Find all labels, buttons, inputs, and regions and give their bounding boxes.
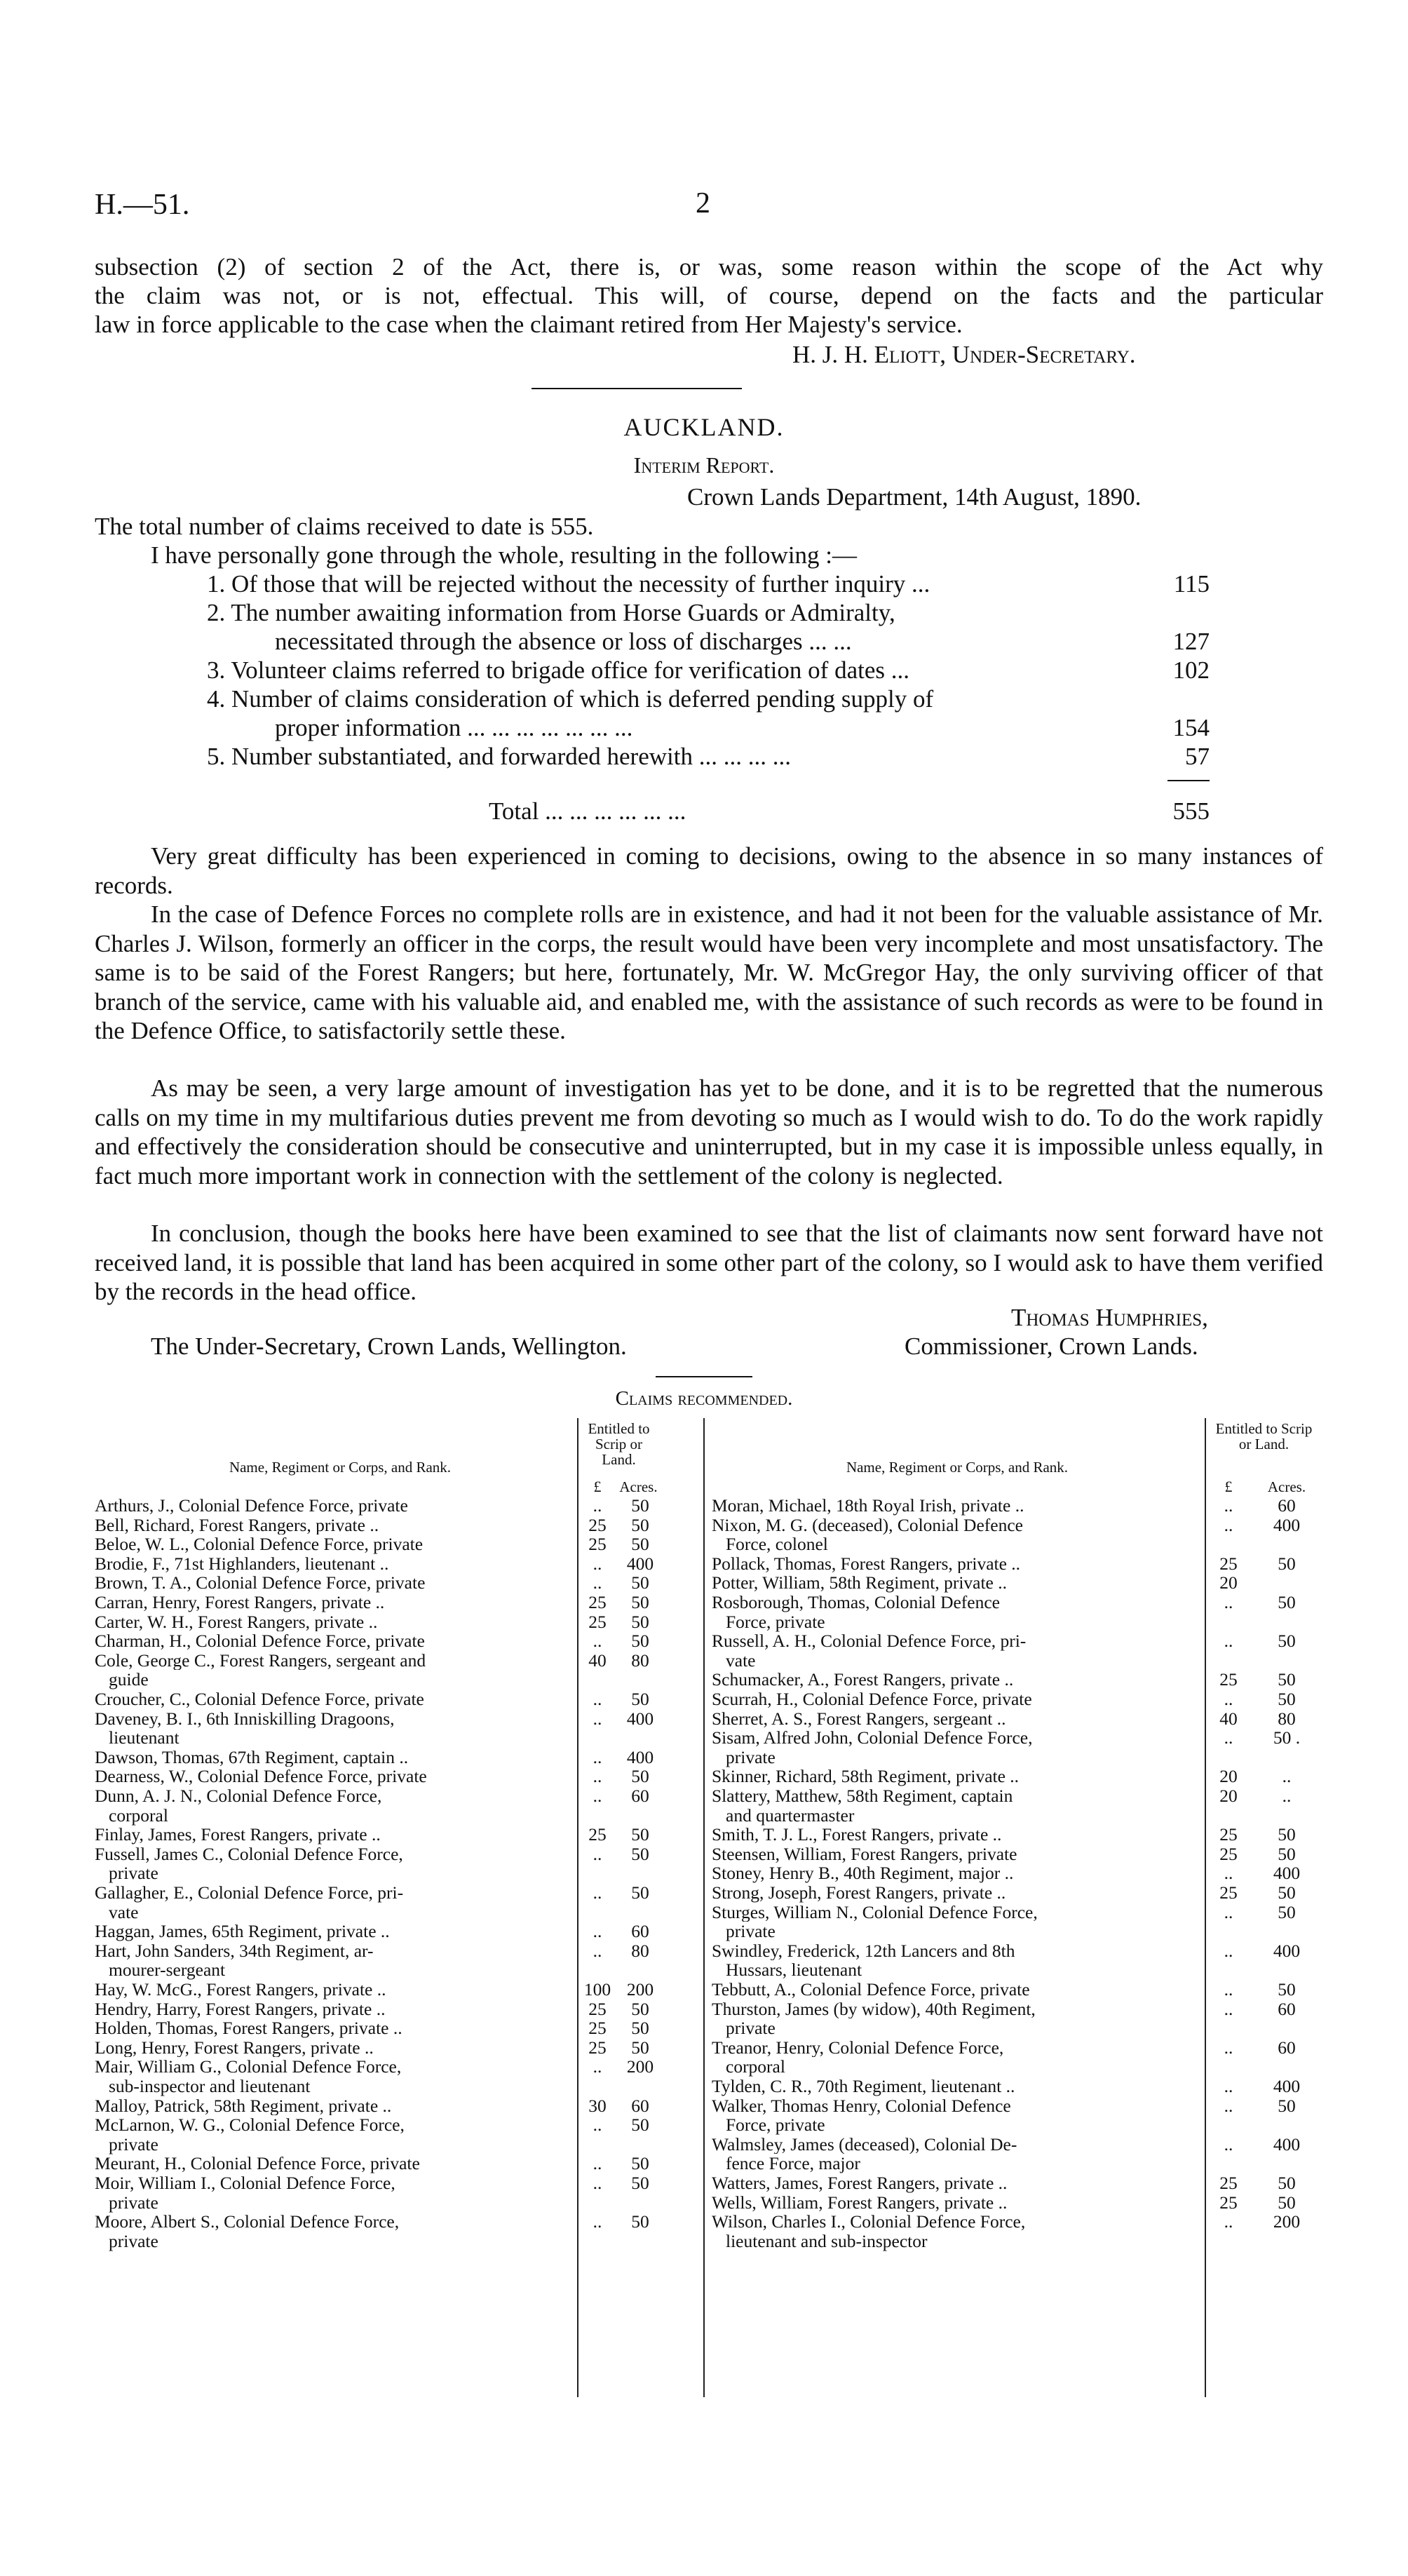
claim-acres: 50 — [631, 1843, 649, 1864]
claim-name-continuation: private — [109, 2133, 158, 2154]
claim-name: Walker, Thomas Henry, Colonial Defence — [712, 2096, 1011, 2116]
claim-name: Fussell, James C., Colonial Defence Force, — [95, 1844, 403, 1864]
claim-name-continuation: Force, private — [726, 2115, 825, 2136]
claim-acres: .. — [1282, 1766, 1292, 1787]
claim-name: Arthurs, J., Colonial Defence Force, private — [95, 1496, 408, 1516]
claim-acres: 50 . — [1273, 1727, 1301, 1748]
claim-scrip: 25 — [588, 1824, 607, 1845]
claim-name: Daveney, B. I., 6th Inniskilling Dragoons, — [95, 1708, 395, 1729]
claim-acres: 60 — [631, 2095, 649, 2116]
report-dateline: Crown Lands Department, 14th August, 1890. — [687, 483, 1142, 511]
report-subtitle: Interim Report. — [633, 452, 775, 478]
claim-acres: 400 — [1273, 2076, 1301, 2096]
list-item-continuation — [275, 627, 1210, 656]
claim-row — [95, 1496, 670, 1516]
intro-line: law in force applicable to the case when the claimant retired from Her Majesty's service. — [95, 311, 963, 338]
list-item-text: necessitated through the absence or loss of discharges ... ... — [275, 628, 852, 655]
paragraph-difficulty: Very great difficulty has been experienced in coming to decisions, owing to the absence in so many instances of records. — [95, 842, 1323, 899]
intro-line: subsection (2) of section 2 of the Act, there is, or was, some reason within the scope of the Act why — [95, 253, 1323, 281]
claim-scrip: .. — [593, 1786, 602, 1806]
paragraph-conclusion: In conclusion, though the books here have been examined to see that the list of claimants now sent forward have not received land, it is possible that land has been acquired in some other part of the colony, so I would ask to have them verified by the records in the head office. — [95, 1220, 1323, 1305]
claim-acres: 50 — [631, 2018, 649, 2039]
claim-acres: 80 — [1278, 1708, 1296, 1729]
claim-row — [95, 1612, 670, 1632]
claim-row — [95, 2115, 670, 2154]
claim-acres: 60 — [631, 1921, 649, 1942]
claim-row — [95, 2000, 670, 2019]
claim-scrip: .. — [593, 2211, 602, 2232]
claim-row — [712, 2212, 1311, 2251]
claim-name: Pollack, Thomas, Forest Rangers, private .. — [712, 1553, 1021, 1574]
section-divider — [532, 388, 742, 389]
claim-name-continuation: Force, colonel — [726, 1534, 828, 1555]
claim-row — [712, 1573, 1311, 1593]
claim-acres: 50 — [1278, 1631, 1296, 1652]
claim-row — [95, 1709, 670, 1748]
claim-name: Sturges, William N., Colonial Defence Force, — [712, 1902, 1038, 1922]
claim-row — [712, 1496, 1311, 1516]
claim-name-continuation: private — [109, 2192, 158, 2213]
claim-row — [712, 1980, 1311, 2000]
claim-scrip: 20 — [1219, 1766, 1238, 1787]
claim-acres: 50 — [631, 1882, 649, 1903]
claim-acres: 80 — [631, 1940, 649, 1961]
section-divider — [656, 1376, 752, 1377]
claim-scrip: .. — [593, 1940, 602, 1961]
claim-row — [712, 1554, 1311, 1574]
claim-row — [712, 2000, 1311, 2038]
claim-row — [95, 2096, 670, 2116]
claim-name: Beloe, W. L., Colonial Defence Force, private — [95, 1535, 424, 1554]
claim-name: Charman, H., Colonial Defence Force, private — [95, 1631, 425, 1651]
claim-row — [712, 1863, 1311, 1883]
claim-acres: 50 — [631, 1611, 649, 1632]
claim-row — [95, 1922, 670, 1941]
claim-row — [95, 1535, 670, 1554]
claim-name: Thurston, James (by widow), 40th Regiment, — [712, 1999, 1036, 2019]
claim-acres: 50 — [631, 1572, 649, 1593]
claim-row — [95, 1825, 670, 1845]
list-item — [207, 656, 1210, 685]
claim-name: Swindley, Frederick, 12th Lancers and 8th — [712, 1941, 1015, 1961]
claim-name: Mair, William G., Colonial Defence Force, — [95, 2057, 402, 2077]
claim-name: Skinner, Richard, 58th Regiment, private .. — [712, 1767, 1020, 1786]
claim-acres: 50 — [1278, 1882, 1296, 1903]
claim-scrip: 25 — [588, 2037, 607, 2058]
claim-scrip: .. — [1224, 2076, 1233, 2096]
claim-row — [712, 1883, 1311, 1903]
claim-name-continuation: and quartermaster — [726, 1805, 855, 1826]
report-place: AUCKLAND. — [623, 413, 785, 441]
intro-line: the claim was not, or is not, effectual. This will, of course, depend on the facts and the particular — [95, 282, 1323, 309]
claim-name: Slattery, Matthew, 58th Regiment, captain — [712, 1786, 1013, 1806]
claim-name: Malloy, Patrick, 58th Regiment, private .. — [95, 2096, 392, 2116]
claim-scrip: .. — [1224, 1901, 1233, 1922]
claim-name-continuation: fence Force, major — [726, 2153, 860, 2174]
claim-scrip: .. — [1224, 1863, 1233, 1884]
claim-name: Hendry, Harry, Forest Rangers, private .. — [95, 1999, 386, 2019]
column-header-name: Name, Regiment or Corps, and Rank. — [229, 1459, 452, 1476]
claim-acres: 60 — [1278, 1998, 1296, 2019]
claim-acres: 50 — [1278, 1979, 1296, 2000]
claim-acres: 50 — [631, 2173, 649, 2193]
claim-row — [95, 1651, 670, 1690]
claim-scrip: .. — [593, 1572, 602, 1593]
claim-acres: 50 — [631, 1766, 649, 1787]
claim-name: Nixon, M. G. (deceased), Colonial Defence — [712, 1515, 1023, 1535]
claim-scrip: 25 — [588, 1611, 607, 1632]
claim-row — [95, 1980, 670, 2000]
claim-scrip: 25 — [1219, 2192, 1238, 2213]
claim-name: Russell, A. H., Colonial Defence Force, pri- — [712, 1631, 1027, 1651]
claim-name: Strong, Joseph, Forest Rangers, private .. — [712, 1883, 1006, 1903]
column-divider — [703, 1418, 705, 2397]
claim-row — [712, 2038, 1311, 2077]
claim-name: Tylden, C. R., 70th Regiment, lieutenant .. — [712, 2077, 1015, 2096]
claim-row — [712, 1670, 1311, 1690]
claim-scrip: .. — [1224, 2133, 1233, 2154]
claim-scrip: .. — [1224, 1495, 1233, 1516]
claim-row — [712, 1593, 1311, 1631]
claim-name-continuation: lieutenant — [109, 1727, 180, 1748]
claim-scrip: 30 — [588, 2095, 607, 2116]
claim-name: Carran, Henry, Forest Rangers, private .. — [95, 1593, 385, 1612]
claim-name-continuation: Force, private — [726, 1611, 825, 1632]
claim-scrip: .. — [1224, 1727, 1233, 1748]
total-rule — [1167, 780, 1210, 781]
claim-scrip: .. — [593, 1843, 602, 1864]
claim-name: Cole, George C., Forest Rangers, sergeant and — [95, 1650, 426, 1671]
claim-acres: 50 — [1278, 1843, 1296, 1864]
claim-row — [712, 1903, 1311, 1941]
intro-signature: H. J. H. Eliott, Under-Secretary. — [792, 341, 1136, 368]
claim-name-continuation: corporal — [726, 2056, 785, 2077]
claim-name-continuation: private — [109, 1863, 158, 1884]
claim-name: Hart, John Sanders, 34th Regiment, ar- — [95, 1941, 374, 1961]
claim-name: Smith, T. J. L., Forest Rangers, private .. — [712, 1825, 1002, 1845]
paragraph-investigation: As may be seen, a very large amount of investigation has yet to be done, and it is to be regretted that the numerous calls on my time in my multifarious duties prevent me from devoting so much as I would wish to do. To do the work rapidly and effectively the consideration should be consecutive and uninterrupted, but in my case it is impossible unless equally, in fact much more important work in connection with the settlement of the colony is neglected. — [95, 1074, 1323, 1189]
claim-acres: 400 — [1273, 2133, 1301, 2154]
claim-acres: 200 — [626, 1979, 654, 2000]
claim-name: Moir, William I., Colonial Defence Force, — [95, 2173, 395, 2193]
claim-acres: 50 — [1278, 1669, 1296, 1690]
claim-scrip: 25 — [1219, 1669, 1238, 1690]
claim-name: Tebbutt, A., Colonial Defence Force, private — [712, 1980, 1030, 2000]
claim-scrip: .. — [1224, 1631, 1233, 1652]
list-item — [207, 742, 1210, 771]
claim-acres: 50 — [631, 1689, 649, 1709]
document-reference: H.—51. — [95, 189, 190, 221]
claim-name: Wells, William, Forest Rangers, private .. — [712, 2192, 1008, 2213]
claim-row — [712, 1767, 1311, 1786]
intro-paragraph — [95, 252, 1323, 339]
claim-scrip: .. — [593, 1746, 602, 1767]
claim-row — [95, 2173, 670, 2212]
column-header-entitled: Entitled to Scrip or Land. — [588, 1420, 650, 1468]
claim-name-continuation: private — [726, 1746, 776, 1767]
claim-name-continuation: private — [109, 2230, 158, 2251]
claim-name: Moore, Albert S., Colonial Defence Force, — [95, 2212, 400, 2232]
claim-acres: 50 — [631, 1495, 649, 1516]
claim-name: Carter, W. H., Forest Rangers, private .. — [95, 1612, 378, 1632]
claim-scrip: 40 — [588, 1650, 607, 1671]
total-value: 555 — [1172, 797, 1210, 825]
claim-name: Gallagher, E., Colonial Defence Force, pri- — [95, 1883, 404, 1903]
claim-name: Dearness, W., Colonial Defence Force, private — [95, 1767, 427, 1786]
claim-scrip: .. — [1224, 2037, 1233, 2058]
claim-acres: 50 — [631, 1534, 649, 1555]
list-item-text: 3. Volunteer claims referred to brigade office for verification of dates ... — [207, 656, 909, 684]
claim-name-continuation: vate — [109, 1901, 139, 1922]
claim-acres: 400 — [626, 1746, 654, 1767]
claim-row — [712, 1631, 1311, 1670]
list-item-value: 102 — [1172, 656, 1210, 684]
claim-scrip: .. — [593, 1766, 602, 1787]
claim-name: Dunn, A. J. N., Colonial Defence Force, — [95, 1786, 382, 1806]
claim-scrip: .. — [593, 1495, 602, 1516]
claim-row — [95, 1748, 670, 1767]
claim-name: Scurrah, H., Colonial Defence Force, private — [712, 1690, 1032, 1709]
claims-title: Claims recommended. — [615, 1387, 793, 1410]
claim-name: Holden, Thomas, Forest Rangers, private .. — [95, 2018, 402, 2038]
claim-acres: 400 — [1273, 1940, 1301, 1961]
claim-scrip: .. — [593, 1921, 602, 1942]
claim-row — [95, 2038, 670, 2058]
claim-scrip: .. — [593, 1553, 602, 1574]
claim-scrip: .. — [593, 2115, 602, 2136]
claim-name-continuation: private — [726, 2018, 776, 2039]
claim-row — [712, 2193, 1311, 2213]
claim-acres: 60 — [1278, 2037, 1296, 2058]
claim-acres: 50 — [1278, 1689, 1296, 1709]
list-item-text: 1. Of those that will be rejected without the necessity of further inquiry ... — [207, 570, 930, 598]
report-addressee: The Under-Secretary, Crown Lands, Wellington. — [151, 1333, 627, 1360]
claim-scrip: .. — [1224, 1940, 1233, 1961]
list-item — [207, 685, 1210, 713]
claim-row — [712, 1941, 1311, 1980]
list-item-text: 2. The number awaiting information from Horse Guards or Admiralty, — [207, 599, 895, 626]
claim-scrip: 20 — [1219, 1572, 1238, 1593]
claim-row — [95, 1631, 670, 1651]
claim-row — [712, 1845, 1311, 1864]
claim-name-continuation: Hussars, lieutenant — [726, 1960, 862, 1981]
claim-row — [95, 1554, 670, 1574]
claim-name: Schumacker, A., Forest Rangers, private .. — [712, 1670, 1014, 1690]
claim-scrip: .. — [593, 1882, 602, 1903]
column-header-name: Name, Regiment or Corps, and Rank. — [846, 1459, 1069, 1476]
claim-acres: .. — [1282, 1786, 1292, 1806]
claim-scrip: .. — [1224, 1592, 1233, 1612]
claim-acres: 60 — [631, 1786, 649, 1806]
claim-acres: 50 — [631, 1592, 649, 1612]
claim-acres: 50 — [631, 1824, 649, 1845]
claim-row — [95, 1593, 670, 1612]
claim-scrip: 25 — [588, 2018, 607, 2039]
claim-name: Wilson, Charles I., Colonial Defence Force, — [712, 2212, 1026, 2232]
unit-pounds: £ — [593, 1478, 602, 1495]
claim-name: Rosborough, Thomas, Colonial Defence — [712, 1593, 1001, 1612]
claim-scrip: 25 — [588, 1592, 607, 1612]
claim-acres: 400 — [626, 1553, 654, 1574]
list-item-value: 57 — [1185, 743, 1210, 770]
paragraph-defence-forces: In the case of Defence Forces no complete rolls are in existence, and had it not been for the valuable assistance of Mr. Charles J. Wilson, formerly an officer in the corps, the result would have been very incomplete and most unsatisfactory. The same is to be said of the Forest Rangers; but here, fortunately, Mr. W. McGregor Hay, the only surviving officer of that branch of the service, came with his valuable aid, and enabled me, with the assistance of such records as were to be found in the Defence Office, to satisfactorily settle these. — [95, 901, 1323, 1044]
claim-acres: 50 — [631, 1998, 649, 2019]
claim-row — [95, 2212, 670, 2251]
claim-acres: 400 — [1273, 1514, 1301, 1535]
claim-scrip: .. — [593, 2173, 602, 2193]
claim-name: Meurant, H., Colonial Defence Force, private — [95, 2154, 420, 2173]
claim-name: Finlay, James, Forest Rangers, private .. — [95, 1825, 381, 1845]
claim-acres: 50 — [1278, 2095, 1296, 2116]
claim-acres: 200 — [1273, 2211, 1301, 2232]
claim-name-continuation: corporal — [109, 1805, 168, 1826]
claim-scrip: 25 — [588, 1998, 607, 2019]
claim-name-continuation: private — [726, 1921, 776, 1942]
claim-acres: 50 — [1278, 1553, 1296, 1574]
claim-name: Treanor, Henry, Colonial Defence Force, — [712, 2037, 1004, 2058]
claim-acres: 50 — [1278, 2173, 1296, 2193]
claim-scrip: 25 — [1219, 2173, 1238, 2193]
claim-scrip: .. — [1224, 1689, 1233, 1709]
claim-scrip: .. — [593, 1631, 602, 1652]
claim-row — [712, 2173, 1311, 2193]
claim-row — [712, 1690, 1311, 1709]
list-item-continuation — [275, 713, 1210, 742]
claim-row — [95, 2154, 670, 2173]
report-intro-line: I have personally gone through the whole, resulting in the following :— — [151, 541, 858, 569]
claim-scrip: 25 — [1219, 1824, 1238, 1845]
claim-name-continuation: guide — [109, 1669, 149, 1690]
claim-row — [95, 1941, 670, 1980]
claim-scrip: .. — [1224, 2095, 1233, 2116]
claim-acres: 80 — [631, 1650, 649, 1671]
list-item-text: 4. Number of claims consideration of which is deferred pending supply of — [207, 685, 934, 713]
claim-row — [95, 1883, 670, 1922]
claim-row — [712, 1825, 1311, 1845]
list-item-text: 5. Number substantiated, and forwarded herewith ... ... ... ... — [207, 743, 791, 770]
unit-pounds: £ — [1224, 1478, 1233, 1495]
claim-scrip: 25 — [1219, 1882, 1238, 1903]
claim-scrip: 25 — [588, 1514, 607, 1535]
claim-name: McLarnon, W. G., Colonial Defence Force, — [95, 2115, 405, 2135]
claim-row — [712, 2096, 1311, 2135]
claim-row — [95, 2057, 670, 2096]
claim-name: Brodie, F., 71st Highlanders, lieutenant .. — [95, 1553, 389, 1574]
claim-acres: 50 — [631, 2211, 649, 2232]
claim-acres: 50 — [631, 2153, 649, 2174]
claim-name: Brown, T. A., Colonial Defence Force, private — [95, 1573, 426, 1593]
claim-scrip: 20 — [1219, 1786, 1238, 1806]
total-row — [489, 797, 1210, 825]
claim-scrip: .. — [593, 1689, 602, 1709]
claim-row — [95, 1786, 670, 1825]
report-signer-title: Commissioner, Crown Lands. — [905, 1333, 1198, 1360]
unit-acres: Acres. — [1267, 1478, 1306, 1495]
claim-name: Moran, Michael, 18th Royal Irish, private .. — [712, 1496, 1024, 1516]
claim-row — [712, 2135, 1311, 2173]
claim-name: Steensen, William, Forest Rangers, private — [712, 1844, 1017, 1864]
claim-scrip: 40 — [1219, 1708, 1238, 1729]
list-item — [207, 598, 1210, 627]
claim-name-continuation: mourer-sergeant — [109, 1960, 226, 1981]
claim-name-continuation: vate — [726, 1650, 756, 1671]
claim-acres: 60 — [1278, 1495, 1296, 1516]
claim-name: Potter, William, 58th Regiment, private .. — [712, 1573, 1007, 1593]
claim-acres: 200 — [626, 2056, 654, 2077]
claim-name-continuation: lieutenant and sub-inspector — [726, 2230, 928, 2251]
claim-scrip: .. — [1224, 1514, 1233, 1535]
total-label: Total ... ... ... ... ... ... — [489, 797, 686, 825]
claim-scrip: .. — [593, 2056, 602, 2077]
claim-acres: 400 — [1273, 1863, 1301, 1884]
claim-acres: 50 — [631, 1514, 649, 1535]
report-signer: Thomas Humphries, — [1011, 1304, 1208, 1331]
claim-scrip: 100 — [583, 1979, 611, 2000]
claim-row — [95, 1573, 670, 1593]
claim-row — [95, 1516, 670, 1535]
claim-row — [712, 1786, 1311, 1825]
claim-row — [712, 1516, 1311, 1554]
claim-row — [712, 1728, 1311, 1767]
claim-acres: 50 — [631, 2037, 649, 2058]
claim-name: Sisam, Alfred John, Colonial Defence Force, — [712, 1728, 1033, 1748]
list-item — [207, 569, 1210, 598]
claim-name: Dawson, Thomas, 67th Regiment, captain .. — [95, 1747, 409, 1767]
claim-acres: 50 — [631, 1631, 649, 1652]
claim-name: Walmsley, James (deceased), Colonial De- — [712, 2134, 1017, 2154]
claim-scrip: 25 — [1219, 1843, 1238, 1864]
claim-scrip: .. — [1224, 1998, 1233, 2019]
claim-row — [712, 2077, 1311, 2096]
claim-acres: 50 — [1278, 1592, 1296, 1612]
unit-acres: Acres. — [619, 1478, 658, 1495]
claim-scrip: .. — [593, 1708, 602, 1729]
claim-name: Long, Henry, Forest Rangers, private .. — [95, 2037, 374, 2058]
list-item-value: 115 — [1173, 570, 1210, 598]
claim-scrip: .. — [1224, 1979, 1233, 2000]
claim-row — [95, 1767, 670, 1786]
claim-name: Sherret, A. S., Forest Rangers, sergeant .. — [712, 1708, 1006, 1729]
claim-name: Stoney, Henry B., 40th Regiment, major .. — [712, 1863, 1014, 1883]
list-item-value: 154 — [1172, 714, 1210, 741]
claim-acres: 50 — [631, 2115, 649, 2136]
claim-name: Bell, Richard, Forest Rangers, private .. — [95, 1515, 379, 1535]
claim-name: Hay, W. McG., Forest Rangers, private .. — [95, 1980, 386, 2000]
claim-row — [712, 1709, 1311, 1729]
claim-scrip: .. — [593, 2153, 602, 2174]
claim-acres: 50 — [1278, 1824, 1296, 1845]
list-item-text: proper information ... ... ... ... ... ... ... — [275, 714, 633, 741]
claim-name: Haggan, James, 65th Regiment, private .. — [95, 1922, 390, 1941]
claim-acres: 400 — [626, 1708, 654, 1729]
claim-scrip: .. — [1224, 2211, 1233, 2232]
claim-row — [95, 2018, 670, 2038]
report-total-claims: The total number of claims received to date is 555. — [95, 513, 594, 540]
claim-acres: 50 — [1278, 2192, 1296, 2213]
claim-acres: 50 — [1278, 1901, 1296, 1922]
claim-row — [95, 1690, 670, 1709]
claim-name: Croucher, C., Colonial Defence Force, private — [95, 1690, 424, 1709]
claim-scrip: 25 — [588, 1534, 607, 1555]
claim-scrip: 25 — [1219, 1553, 1238, 1574]
claim-row — [95, 1845, 670, 1883]
claim-name: Watters, James, Forest Rangers, private .. — [712, 2173, 1008, 2193]
page-number: 2 — [696, 187, 710, 220]
claim-name-continuation: sub-inspector and lieutenant — [109, 2075, 311, 2096]
list-item-value: 127 — [1172, 628, 1210, 655]
column-header-entitled: Entitled to Scrip or Land. — [1215, 1420, 1313, 1452]
